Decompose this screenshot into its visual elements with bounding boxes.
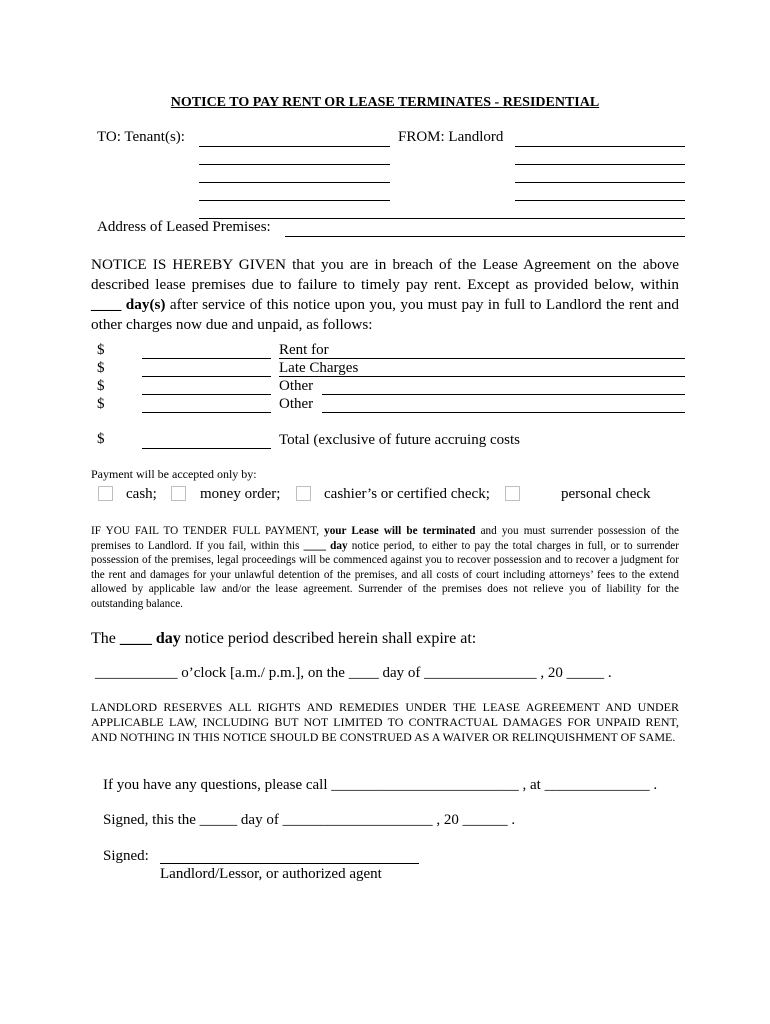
time-blank[interactable]: ___________ [95,665,178,681]
year-prefix-label: , 20 [432,812,463,828]
amount-line-late[interactable] [142,376,271,377]
cash-checkbox[interactable] [98,486,113,501]
total-label: Total (exclusive of future accruing costs [279,432,520,448]
from-landlord-label: FROM: Landlord [398,129,504,145]
dollar-sign: $ [97,431,105,447]
charge-label-other-2: Other [279,396,314,412]
tenant-line-1[interactable] [199,146,390,147]
dollar-sign: $ [97,342,105,358]
failure-text-3: notice period, to either to pay the total charges in full, or to surrender possession of the premises, legal proceedings will be commenced against you to recover possession and to recover a judgment for the rent and damages for your unlawful detention of the premises, and all costs of court including attorneys’ fees to the extend allowed by applicable law and/or the lease agreement. Surrender of the premises does not relieve you of liability for the outstanding balance. [91,539,679,610]
expire-month-blank[interactable]: _______________ [424,665,537,681]
notice-paragraph [91,255,679,335]
signed-date-line [103,812,515,829]
questions-prefix: If you have any questions, please call [103,777,332,793]
tenant-line-3[interactable] [199,182,390,183]
reserves-paragraph: LANDLORD RESERVES ALL RIGHTS AND REMEDIES UNDER THE LEASE AGREEMENT AND UNDER APPLICABLE LAW, INCLUDING BUT NOT LIMITED TO CONTRACTUAL DAMAGES FOR UNPAID RENT, AND NOTHING IN THIS NOTICE SHOULD BE CONSTRUED AS A WAIVER OR RELINQUISHMENT OF SAME. [91,700,679,744]
expire-days-blank[interactable]: ____ [119,630,152,647]
expire-suffix: notice period described herein shall expire at: [180,630,477,647]
to-tenants-label: TO: Tenant(s): [97,129,185,145]
tenant-line-4[interactable] [199,200,390,201]
charge-desc-line-other-2[interactable] [322,412,685,413]
amount-line-total[interactable] [142,448,271,449]
failure-text-2: and you must surrender possession of the premises to Landlord. If you fail, within this [91,525,680,552]
expire-day-blank[interactable]: ____ [348,665,379,681]
period: . [649,777,658,793]
lease-terminated-text: your Lease will be terminated [324,525,476,537]
signed-label: Signed: [103,848,149,864]
cashiers-check-label: cashier’s or certified check; [324,486,490,502]
address-line[interactable] [285,236,685,237]
personal-check-label: personal check [561,486,651,502]
signature-caption: Landlord/Lessor, or authorized agent [160,866,382,882]
signed-day-blank[interactable]: _____ [199,812,238,828]
signed-prefix: Signed, this the [103,812,200,828]
money-order-checkbox[interactable] [171,486,186,501]
amount-line-rent[interactable] [142,358,271,359]
cashiers-check-checkbox[interactable] [296,486,311,501]
notice-days-label: day(s) [121,296,166,313]
day-of-label: day of [378,665,425,681]
cash-label: cash; [126,486,157,502]
expire-time-line [95,665,612,682]
failure-day-label: day [325,539,348,552]
address-line-upper[interactable] [199,218,685,219]
failure-days-blank[interactable]: ____ [303,539,326,552]
charge-label-late: Late Charges [279,360,359,376]
tenant-line-2[interactable] [199,164,390,165]
landlord-line-3[interactable] [515,182,685,183]
notice-days-blank[interactable]: ____ [91,296,122,313]
at-label: , at [518,777,545,793]
signed-month-blank[interactable]: ____________________ [282,812,433,828]
signed-year-blank[interactable]: ______ [462,812,508,828]
dollar-sign: $ [97,360,105,376]
failure-paragraph [91,524,679,611]
oclock-label: o’clock [a.m./ p.m.], on the [177,665,349,681]
expire-day-label: day [151,630,181,647]
personal-check-checkbox[interactable] [505,486,520,501]
expire-prefix: The [91,630,120,647]
failure-text-1: IF YOU FAIL TO TENDER FULL PAYMENT, [91,525,325,537]
period: . [604,665,612,681]
dollar-sign: $ [97,378,105,394]
charge-desc-line-rent[interactable] [279,358,685,359]
charge-desc-line-other-1[interactable] [322,394,685,395]
payment-accepted-label: Payment will be accepted only by: [91,467,257,481]
charge-label-rent: Rent for [279,342,329,358]
questions-line [103,777,657,794]
amount-line-other-1[interactable] [142,394,271,395]
expire-line [91,630,476,648]
year-prefix-label: , 20 [536,665,567,681]
contact-name-blank[interactable]: _________________________ [331,777,519,793]
day-of-label: day of [237,812,283,828]
period: . [507,812,516,828]
contact-phone-blank[interactable]: ______________ [544,777,650,793]
money-order-label: money order; [200,486,281,502]
expire-year-blank[interactable]: _____ [566,665,605,681]
document-title: NOTICE TO PAY RENT OR LEASE TERMINATES - RESIDENTIAL [170,95,600,110]
landlord-line-4[interactable] [515,200,685,201]
charge-desc-line-late[interactable] [279,376,685,377]
notice-text-2: after service of this notice upon you, you must pay in full to Landlord the rent and other charges now due and unpaid, as follows: [91,296,679,333]
notice-text-1: NOTICE IS HEREBY GIVEN that you are in breach of the Lease Agreement on the above described lease premises due to failure to timely pay rent. Except as provided below, within [91,256,679,293]
dollar-sign: $ [97,396,105,412]
signature-line[interactable] [160,863,419,864]
charge-label-other-1: Other [279,378,314,394]
landlord-line-1[interactable] [515,146,685,147]
landlord-line-2[interactable] [515,164,685,165]
address-label: Address of Leased Premises: [97,219,271,235]
amount-line-other-2[interactable] [142,412,271,413]
